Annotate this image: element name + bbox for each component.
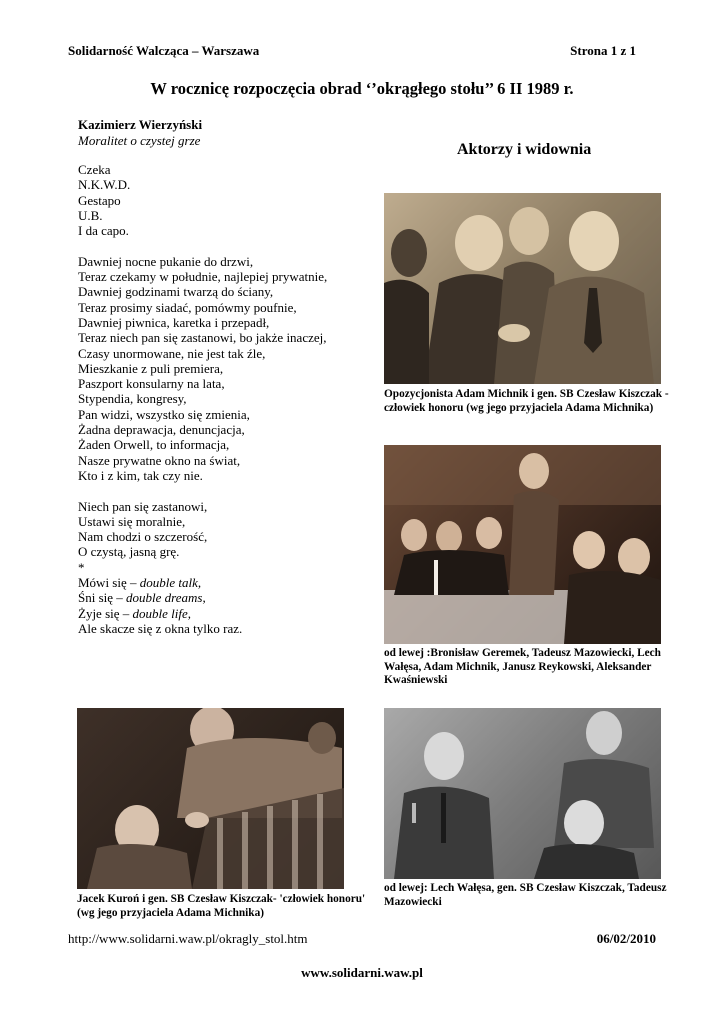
page-title: W rocznicę rozpoczęcia obrad ‘’okrągłego stołu’’ 6 II 1989 r.	[150, 79, 574, 98]
poem-line: U.B.	[78, 207, 103, 223]
poem-line: Teraz czekamy w południe, najlepiej prywatnie,	[78, 269, 328, 285]
poem-line: Nam chodzi o szczerość,	[78, 529, 208, 545]
poem-line-italic: double life,	[132, 605, 192, 621]
poem-text	[78, 162, 327, 636]
poem-line: Nasze prywatne okno na świat,	[78, 452, 241, 468]
poem-line: Stypendia, kongresy,	[78, 391, 187, 407]
photo-illustration	[384, 708, 661, 879]
photo-illustration	[384, 193, 661, 384]
photo-caption: Jacek Kuroń i gen. SB Czesław Kiszczak- 'człowiek honoru' (wg jego przyjaciela Adama Michnika)	[77, 893, 366, 919]
poem-line: Mieszkanie z puli premiera,	[78, 360, 224, 376]
poem-line-prefix: Śni się –	[78, 590, 127, 606]
poem-title: Moralitet o czystej grze	[78, 133, 201, 148]
stanza-break	[78, 238, 327, 253]
photo-michnik-kiszczak	[384, 193, 661, 384]
poem-line: Ustawi się moralnie,	[78, 513, 186, 529]
poem-line: *	[78, 559, 85, 575]
footer-url: http://www.solidarni.waw.pl/okragly_stol.htm	[68, 931, 308, 946]
poem-line: Niech pan się zastanowi,	[78, 498, 208, 514]
poem-line: Kto i z kim, tak czy nie.	[78, 467, 203, 483]
photo-caption: od lewej :Bronisław Geremek, Tadeusz Mazowiecki, Lech Wałęsa, Adam Michnik, Janusz Reykowski, Aleksander Kwaśniewski	[384, 647, 661, 686]
poem-line-prefix: Mówi się –	[78, 575, 140, 591]
section-title: Aktorzy i widownia	[457, 141, 592, 158]
poem-line: Teraz niech pan się zastanowi, bo jakże inaczej,	[78, 330, 327, 346]
poem-line: Gestapo	[78, 192, 121, 208]
photo-walesa-kiszczak-mazowiecki	[384, 708, 661, 879]
poem-line: Dawniej godzinami twarzą do ściany,	[78, 284, 274, 300]
stanza-break	[78, 483, 327, 498]
poem-line: Żaden Orwell, to informacja,	[78, 437, 230, 453]
poem-line: Żadna deprawacja, denuncjacja,	[78, 422, 245, 438]
poem-line-italic: double dreams,	[126, 590, 206, 606]
photo-caption: Opozycjonista Adam Michnik i gen. SB Czesław Kiszczak - człowiek honoru (wg jego przyjaciela Adama Michnika)	[384, 388, 669, 414]
header-publisher: Solidarność Walcząca – Warszawa	[68, 43, 260, 58]
poem-line: O czystą, jasną grę.	[78, 544, 180, 560]
poem-line: Czeka	[78, 162, 111, 177]
poem-author: Kazimierz Wierzyński	[78, 117, 203, 132]
poem-line	[78, 606, 327, 621]
poem-line: Pan widzi, wszystko się zmienia,	[78, 406, 250, 422]
photo-caption: od lewej: Lech Wałęsa, gen. SB Czesław Kiszczak, Tadeusz Mazowiecki	[384, 882, 667, 908]
poem-line: Ale skacze się z okna tylko raz.	[78, 620, 243, 636]
poem-line: Dawniej piwnica, karetka i przepadł,	[78, 314, 270, 330]
photo-illustration	[77, 708, 344, 889]
footer-date: 06/02/2010	[596, 931, 656, 946]
poem-line: Paszport konsularny na lata,	[78, 376, 225, 392]
poem-line: N.K.W.D.	[78, 177, 131, 193]
poem-line	[78, 590, 327, 605]
photo-kuron-kiszczak	[77, 708, 344, 889]
poem-line: Czasy unormowane, nie jest tak źle,	[78, 345, 266, 361]
poem-line: Teraz prosimy siadać, pomówmy poufnie,	[78, 299, 297, 315]
poem-line: I da capo.	[78, 223, 129, 239]
poem-line: Dawniej nocne pukanie do drzwi,	[78, 253, 254, 269]
photo-round-table-group	[384, 445, 661, 644]
poem-line-italic: double talk,	[139, 575, 202, 591]
footer-site: www.solidarni.waw.pl	[301, 965, 423, 980]
header-page-number: Strona 1 z 1	[570, 43, 636, 58]
poem-line-prefix: Żyje się –	[78, 605, 133, 621]
poem-line	[78, 575, 327, 590]
photo-illustration	[384, 445, 661, 644]
